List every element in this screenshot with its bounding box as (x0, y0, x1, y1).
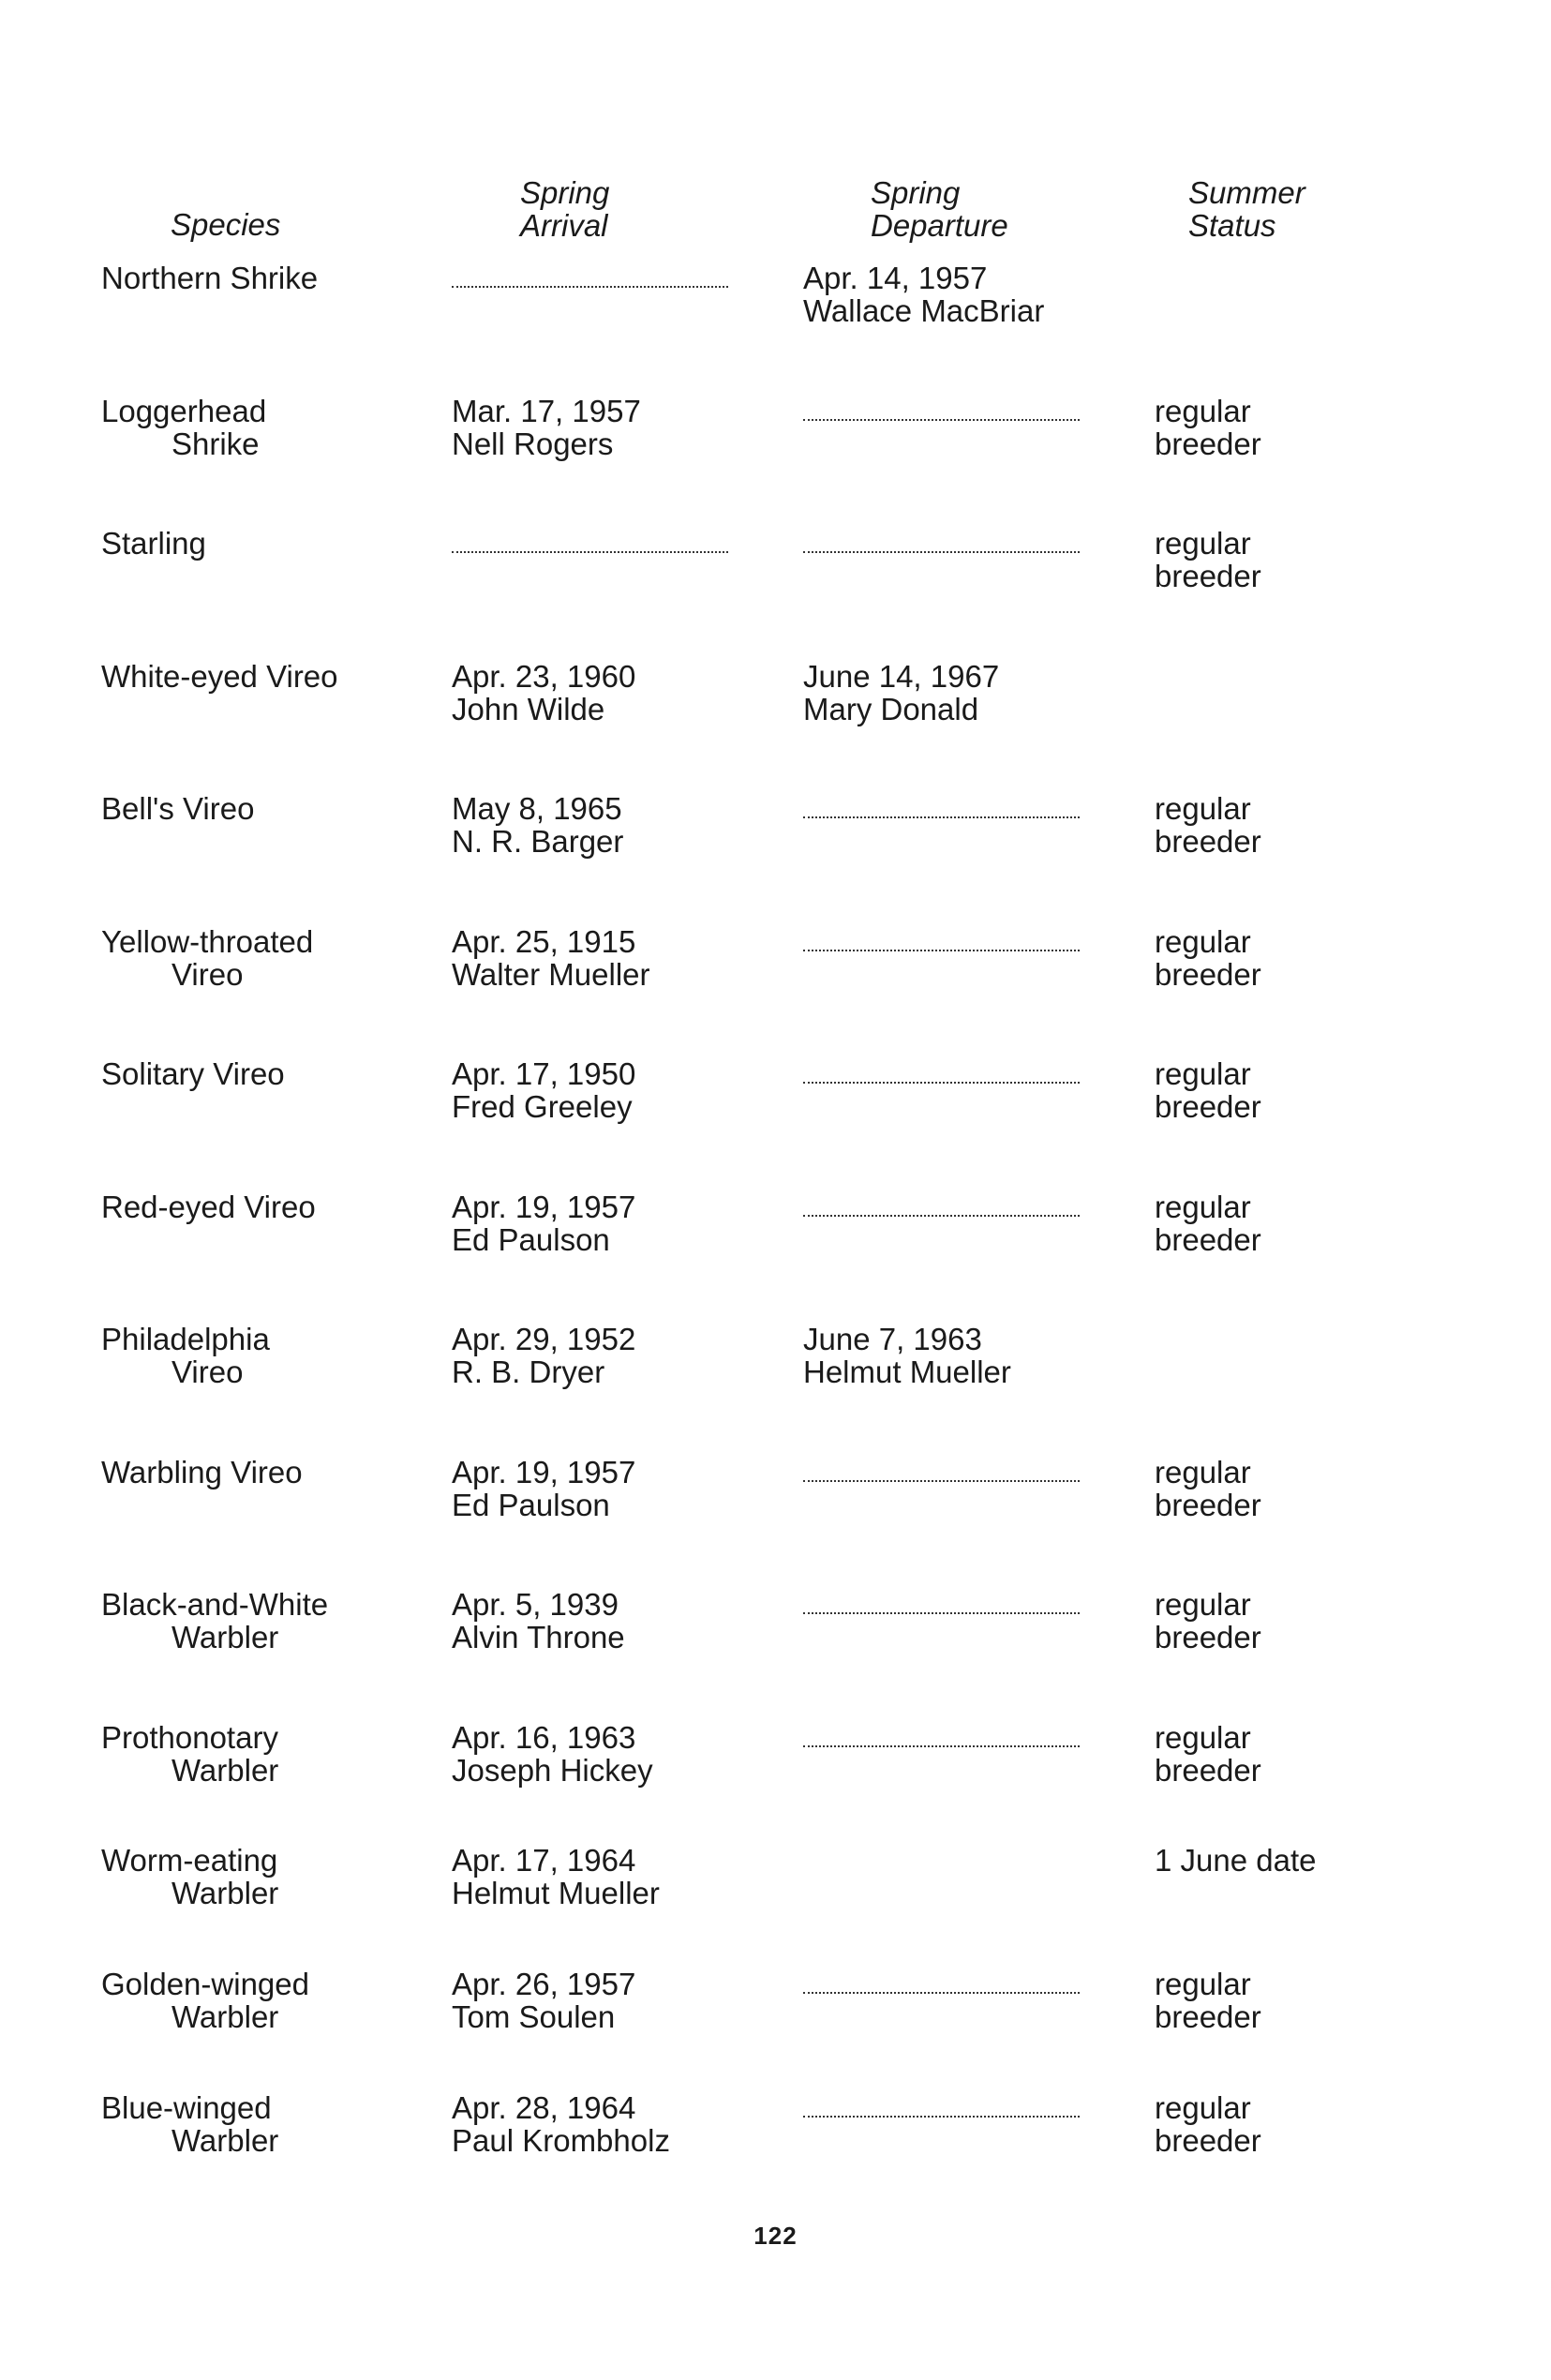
status-line: breeder (1155, 2123, 1261, 2158)
status-line: regular (1155, 1190, 1251, 1224)
species-cell (101, 1456, 303, 1489)
species-name-line: Northern Shrike (101, 261, 319, 295)
arrival-date: Apr. 23, 1960 (452, 659, 636, 694)
header-species: Species (171, 207, 281, 242)
arrival-cell (452, 660, 635, 726)
status-cell (1155, 792, 1261, 858)
departure-dash-line (803, 2116, 1080, 2118)
departure-dash-line (803, 1612, 1080, 1614)
species-name-line: Loggerhead (101, 394, 267, 428)
species-name-line: Bell's Vireo (101, 791, 255, 826)
species-cell (101, 1968, 309, 2033)
arrival-cell (452, 1190, 635, 1256)
species-cell (101, 792, 254, 825)
arrival-cell (452, 1456, 635, 1521)
species-cell (101, 1844, 278, 1909)
species-name-line: Warbler (172, 1876, 279, 1910)
species-cell (101, 925, 313, 991)
arrival-date: Apr. 28, 1964 (452, 2090, 636, 2125)
departure-date: June 14, 1967 (803, 659, 1000, 694)
arrival-observer: Walter Mueller (452, 957, 650, 992)
arrival-observer: Ed Paulson (452, 1222, 610, 1257)
species-name-line: Shrike (172, 427, 260, 461)
departure-observer: Mary Donald (803, 692, 979, 726)
departure-dash-line (803, 1215, 1080, 1217)
arrival-date: Apr. 17, 1950 (452, 1056, 636, 1091)
arrival-observer: John Wilde (452, 692, 605, 726)
arrival-observer: Helmut Mueller (452, 1876, 660, 1910)
status-line: regular (1155, 394, 1251, 428)
departure-cell (803, 262, 1044, 327)
header-spring-arrival: Spring Arrival (520, 175, 610, 243)
status-cell (1155, 1968, 1261, 2033)
status-line: regular (1155, 526, 1251, 561)
species-name-line: Black-and-White (101, 1587, 329, 1622)
species-name-line: Blue-winged (101, 2090, 272, 2125)
status-line: breeder (1155, 1222, 1261, 1257)
species-name-line: Warbler (172, 1999, 279, 2034)
species-cell (101, 262, 318, 294)
status-cell (1155, 1456, 1261, 1521)
status-cell (1155, 1721, 1261, 1787)
species-name-line: Warbler (172, 1620, 279, 1654)
arrival-cell (452, 1968, 635, 2033)
status-line: regular (1155, 1720, 1251, 1755)
arrival-cell (452, 1057, 635, 1123)
species-cell (101, 660, 338, 693)
arrival-observer: Alvin Throne (452, 1620, 625, 1654)
arrival-cell (452, 395, 641, 460)
species-cell (101, 1588, 328, 1654)
departure-dash-line (803, 1082, 1080, 1084)
departure-dash-line (803, 551, 1080, 553)
arrival-date: May 8, 1965 (452, 791, 622, 826)
departure-dash-line (803, 1745, 1080, 1747)
arrival-observer: Paul Krombholz (452, 2123, 670, 2158)
arrival-date: Apr. 26, 1957 (452, 1967, 636, 2001)
species-name-line: Philadelphia (101, 1322, 270, 1356)
status-line: regular (1155, 1967, 1251, 2001)
species-name-line: Warbling Vireo (101, 1455, 303, 1489)
species-cell (101, 1323, 270, 1388)
status-line: regular (1155, 1587, 1251, 1622)
status-line: breeder (1155, 1488, 1261, 1522)
status-line: regular (1155, 924, 1251, 959)
departure-date: June 7, 1963 (803, 1322, 982, 1356)
arrival-observer: Tom Soulen (452, 1999, 616, 2034)
status-line: breeder (1155, 1089, 1261, 1124)
status-line: breeder (1155, 1620, 1261, 1654)
species-cell (101, 1057, 285, 1090)
arrival-cell (452, 1721, 653, 1787)
status-cell (1155, 1844, 1316, 1877)
status-line: 1 June date (1155, 1843, 1317, 1878)
species-name-line: Warbler (172, 2123, 279, 2158)
status-line: breeder (1155, 957, 1261, 992)
status-cell (1155, 1057, 1261, 1123)
status-cell (1155, 1588, 1261, 1654)
departure-dash-line (803, 950, 1080, 951)
species-name-line: Vireo (172, 1355, 244, 1389)
status-line: breeder (1155, 1999, 1261, 2034)
header-summer-status: Summer Status (1188, 175, 1305, 243)
arrival-date: Apr. 5, 1939 (452, 1587, 619, 1622)
species-name-line: Solitary Vireo (101, 1056, 285, 1091)
departure-dash-line (803, 1480, 1080, 1482)
species-name-line: Starling (101, 526, 206, 561)
arrival-dash-line (452, 551, 728, 553)
departure-cell (803, 1323, 1011, 1388)
species-cell (101, 395, 266, 460)
species-name-line: White-eyed Vireo (101, 659, 338, 694)
arrival-observer: R. B. Dryer (452, 1355, 605, 1389)
species-cell (101, 1190, 316, 1223)
departure-cell (803, 660, 999, 726)
status-line: breeder (1155, 824, 1261, 859)
status-line: breeder (1155, 559, 1261, 593)
departure-date: Apr. 14, 1957 (803, 261, 988, 295)
species-name-line: Vireo (172, 957, 244, 992)
species-name-line: Golden-winged (101, 1967, 309, 2001)
arrival-date: Apr. 25, 1915 (452, 924, 636, 959)
arrival-dash-line (452, 286, 728, 288)
arrival-date: Mar. 17, 1957 (452, 394, 641, 428)
status-cell (1155, 2091, 1261, 2157)
arrival-observer: Fred Greeley (452, 1089, 633, 1124)
arrival-cell (452, 1323, 635, 1388)
arrival-observer: Ed Paulson (452, 1488, 610, 1522)
departure-observer: Wallace MacBriar (803, 293, 1045, 328)
arrival-observer: N. R. Barger (452, 824, 624, 859)
status-line: regular (1155, 1455, 1251, 1489)
arrival-observer: Nell Rogers (452, 427, 614, 461)
species-cell (101, 527, 206, 560)
species-cell (101, 1721, 278, 1787)
page-number: 122 (753, 2222, 798, 2250)
arrival-date: Apr. 29, 1952 (452, 1322, 636, 1356)
species-name-line: Yellow-throated (101, 924, 314, 959)
arrival-cell (452, 1588, 625, 1654)
departure-observer: Helmut Mueller (803, 1355, 1011, 1389)
departure-dash-line (803, 419, 1080, 421)
header-spring-departure: Spring Departure (871, 175, 1008, 243)
arrival-observer: Joseph Hickey (452, 1753, 653, 1788)
status-line: breeder (1155, 427, 1261, 461)
arrival-date: Apr. 19, 1957 (452, 1190, 636, 1224)
species-cell (101, 2091, 278, 2157)
status-line: breeder (1155, 1753, 1261, 1788)
arrival-cell (452, 1844, 660, 1909)
species-name-line: Red-eyed Vireo (101, 1190, 316, 1224)
species-name-line: Prothonotary (101, 1720, 278, 1755)
arrival-date: Apr. 17, 1964 (452, 1843, 636, 1878)
departure-dash-line (803, 816, 1080, 818)
status-cell (1155, 1190, 1261, 1256)
arrival-cell (452, 925, 650, 991)
species-name-line: Worm-eating (101, 1843, 278, 1878)
status-cell (1155, 395, 1261, 460)
arrival-cell (452, 2091, 670, 2157)
status-cell (1155, 527, 1261, 592)
arrival-date: Apr. 16, 1963 (452, 1720, 636, 1755)
arrival-cell (452, 792, 623, 858)
status-cell (1155, 925, 1261, 991)
status-line: regular (1155, 2090, 1251, 2125)
arrival-date: Apr. 19, 1957 (452, 1455, 636, 1489)
species-name-line: Warbler (172, 1753, 279, 1788)
departure-dash-line (803, 1992, 1080, 1994)
status-line: regular (1155, 1056, 1251, 1091)
status-line: regular (1155, 791, 1251, 826)
